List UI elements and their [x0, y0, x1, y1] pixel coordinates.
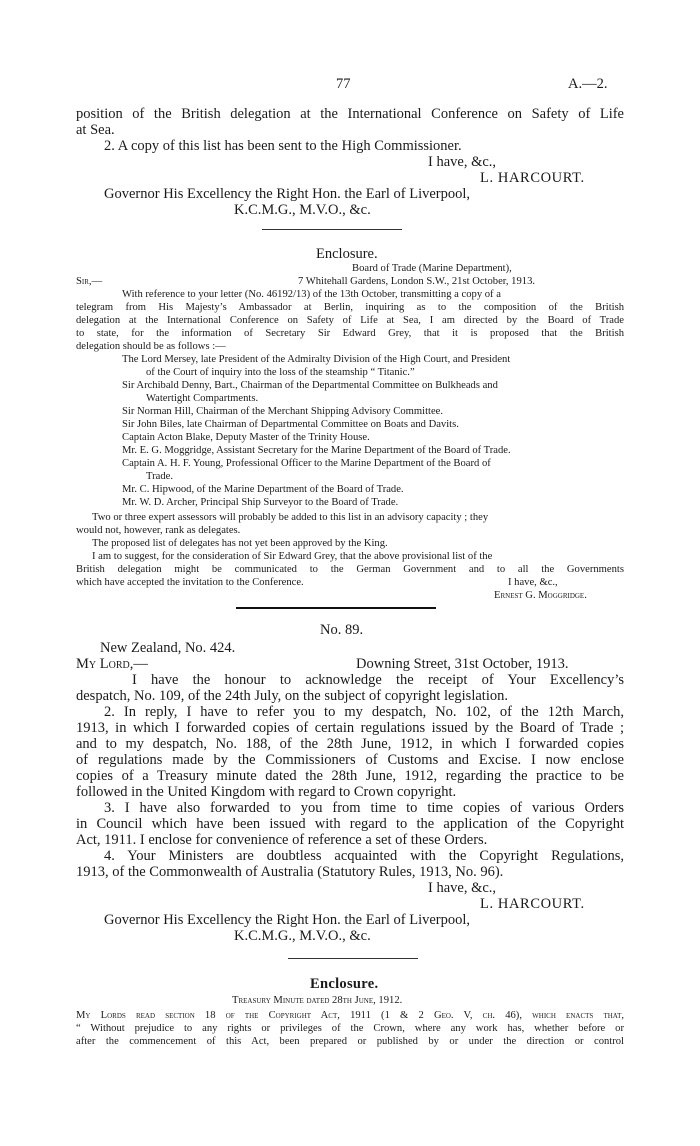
divider [288, 958, 418, 959]
body-line: I am to suggest, for the consideration of Sir Edward Grey, that the above provisional list of the [92, 551, 493, 562]
body-line: 3. I have also forwarded to you from time to time copies of various Orders [104, 800, 624, 816]
delegate-line: Mr. C. Hipwood, of the Marine Department of the Board of Trade. [122, 484, 404, 495]
closing: I have, &c., [428, 154, 497, 170]
divider [262, 229, 402, 230]
body-line: delegation should be as follows :— [76, 341, 226, 352]
addressee-line: K.C.M.G., M.V.O., &c. [234, 202, 371, 218]
body-line: With reference to your letter (No. 46192/13) of the 13th October, transmitting a copy of a [122, 289, 501, 300]
body-line: 1913, in which I forwarded copies of certain regulations issued by the Board of Trade ; [76, 720, 624, 736]
body-line: despatch, No. 109, of the 24th July, on the subject of copyright legislation. [76, 688, 508, 704]
delegate-line: Sir Norman Hill, Chairman of the Merchant Shipping Advisory Committee. [122, 406, 444, 417]
enclosure-subheading: Treasury Minute dated 28th June, 1912. [232, 995, 403, 1006]
body-line: British delegation might be communicated to the German Government and to all the Governments [76, 564, 624, 575]
delegate-line: Captain Acton Blake, Deputy Master of the Trinity House. [122, 432, 370, 443]
body-line: 2. In reply, I have to refer you to my despatch, No. 102, of the 12th March, [104, 704, 624, 720]
enclosure-heading: Enclosure. [316, 246, 378, 262]
delegate-line: of the Court of inquiry into the loss of the steamship “ Titanic.” [146, 367, 415, 378]
closing: I have, &c., [508, 577, 558, 588]
body-line: at Sea. [76, 122, 115, 138]
body-line: Two or three expert assessors will probably be added to this list in an advisory capacity ; they [92, 512, 489, 523]
body-line: delegation at the International Conference on Safety of Life at Sea, I am directed by the Board of Trade [76, 315, 624, 326]
delegate-line: Sir Archibald Denny, Bart., Chairman of the Departmental Committee on Bulkheads and [122, 380, 498, 391]
body-line: after the commencement of this Act, been prepared or published by or under the direction or control [76, 1036, 624, 1047]
body-line: would not, however, rank as delegates. [76, 525, 241, 536]
body-line: of regulations made by the Commissioners of Customs and Excise. I now enclose [76, 752, 624, 768]
addressee-line: K.C.M.G., M.V.O., &c. [234, 928, 371, 944]
delegate-line: Mr. E. G. Moggridge, Assistant Secretary for the Marine Department of the Board of Trade. [122, 445, 511, 456]
salutation: Sir,— [76, 276, 103, 287]
divider [236, 607, 436, 609]
place-date: Downing Street, 31st October, 1913. [356, 656, 569, 672]
despatch-number: No. 89. [320, 622, 364, 638]
body-line: which have accepted the invitation to the Conference. [76, 577, 304, 588]
body-line: My Lords read section 18 of the Copyright Act, 1911 (1 & 2 Geo. V, ch. 46), which enacts that, [76, 1010, 624, 1021]
colony-reference: New Zealand, No. 424. [100, 640, 236, 656]
body-line: telegram from His Majesty’s Ambassador at Berlin, inquiring as to the composition of the British [76, 302, 624, 313]
body-line: “ Without prejudice to any rights or privileges of the Crown, where any work has, whether before or [76, 1023, 624, 1034]
sender-address: 7 Whitehall Gardens, London S.W., 21st October, 1913. [298, 276, 536, 287]
signature: L. HARCOURT. [480, 170, 585, 186]
section-code: A.—2. [568, 76, 608, 92]
body-line: The proposed list of delegates has not yet been approved by the King. [92, 538, 388, 549]
salutation: My Lord,— [76, 656, 148, 672]
closing: I have, &c., [428, 880, 497, 896]
delegate-line: Captain A. H. F. Young, Professional Officer to the Marine Department of the Board of [122, 458, 491, 469]
page-number: 77 [336, 76, 351, 92]
body-line: position of the British delegation at the International Conference on Safety of Life [76, 106, 624, 122]
addressee-line: Governor His Excellency the Right Hon. the Earl of Liverpool, [104, 912, 471, 928]
addressee-line: Governor His Excellency the Right Hon. the Earl of Liverpool, [104, 186, 471, 202]
enclosure-heading: Enclosure. [310, 976, 379, 992]
delegate-line: Watertight Compartments. [146, 393, 259, 404]
sender-line: Board of Trade (Marine Department), [352, 263, 512, 274]
delegate-line: Trade. [146, 471, 173, 482]
body-line: and to my despatch, No. 188, of the 28th June, 1912, in which I forwarded copies [76, 736, 624, 752]
signature: L. HARCOURT. [480, 896, 585, 912]
body-line: 2. A copy of this list has been sent to the High Commissioner. [104, 138, 462, 154]
body-line: to state, for the information of Secretary Sir Edward Grey, that it is proposed that the British [76, 328, 624, 339]
delegate-line: Sir John Biles, late Chairman of Departmental Committee on Boats and Davits. [122, 419, 459, 430]
signature: Ernest G. Moggridge. [494, 590, 587, 601]
body-line: copies of a Treasury minute dated the 28th June, 1912, regarding the practice to be [76, 768, 624, 784]
delegate-line: The Lord Mersey, late President of the Admiralty Division of the High Court, and President [122, 354, 511, 365]
delegate-line: Mr. W. D. Archer, Principal Ship Surveyor to the Board of Trade. [122, 497, 399, 508]
body-line: 4. Your Ministers are doubtless acquainted with the Copyright Regulations, [104, 848, 624, 864]
body-line: I have the honour to acknowledge the receipt of Your Excellency’s [132, 672, 624, 688]
body-line: followed in the United Kingdom with regard to Crown copyright. [76, 784, 457, 800]
body-line: 1913, of the Commonwealth of Australia (Statutory Rules, 1913, No. 96). [76, 864, 504, 880]
body-line: in Council which have been issued with regard to the application of the Copyright [76, 816, 624, 832]
body-line: Act, 1911. I enclose for convenience of reference a set of these Orders. [76, 832, 488, 848]
